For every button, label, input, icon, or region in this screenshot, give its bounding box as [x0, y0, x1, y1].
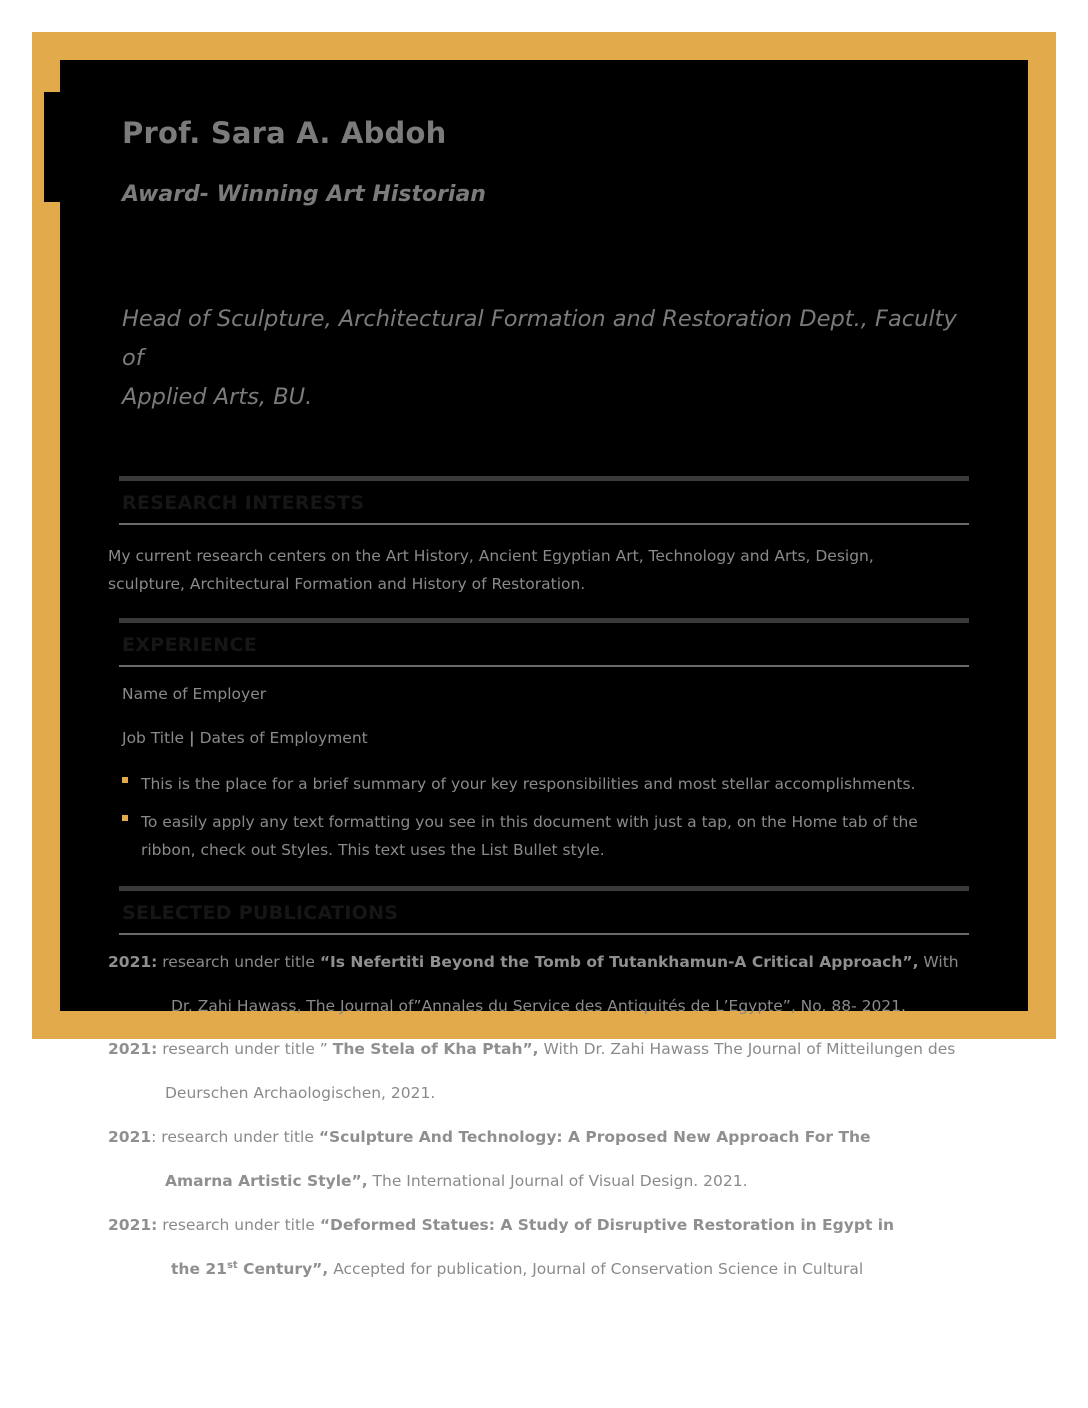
- section-rule-bottom: [119, 933, 969, 935]
- publication-title: The Stela of Kha Ptah”,: [332, 1040, 539, 1058]
- research-line-1: My current research centers on the Art History, Ancient Egyptian Art, Technology and Arts, Design,: [108, 547, 874, 565]
- bullet-text: This is the place for a brief summary of your key responsibilities and most stellar accomplishments.: [141, 775, 916, 793]
- publication-title-cont-a: the 21: [171, 1260, 227, 1279]
- section-title-research: RESEARCH INTERESTS: [122, 492, 365, 514]
- bullet-icon: [122, 777, 128, 783]
- tagline: Award- Winning Art Historian: [122, 182, 486, 207]
- section-rule-top: [119, 618, 969, 623]
- publication-year: 2021:: [108, 1216, 158, 1234]
- publication-cont-text: Accepted for publication, Journal of Conservation Science in Cultural: [328, 1260, 864, 1279]
- publication-continuation: [165, 1172, 748, 1190]
- section-rule-bottom: [119, 665, 969, 667]
- employer-name: Name of Employer: [122, 685, 267, 703]
- section-title-experience: EXPERIENCE: [122, 634, 258, 656]
- publication-lead: research under title: [157, 953, 320, 971]
- publication-title: “Sculpture And Technology: A Proposed New Approach For The: [318, 1128, 871, 1146]
- publication-title: “Deformed Statues: A Study of Disruptive Restoration in Egypt in: [319, 1216, 895, 1234]
- publication-title-cont: Amarna Artistic Style”,: [165, 1172, 368, 1190]
- publication-continuation: Dr. Zahi Hawass, The Journal of”Annales du Service des Antiquités de L’Egypte”, No. 88- 2021.: [171, 997, 906, 1015]
- publication-item: [108, 1040, 988, 1058]
- publication-lead: research under title: [157, 1216, 320, 1234]
- bullet-text: [141, 808, 961, 864]
- employment-dates: Dates of Employment: [199, 729, 368, 747]
- publication-title-cont-b: Century”,: [237, 1260, 329, 1279]
- job-separator: |: [188, 729, 195, 747]
- publication-item: [108, 1128, 988, 1146]
- position-line-1: Head of Sculpture, Architectural Formation and Restoration Dept., Faculty of: [122, 306, 957, 371]
- research-line-2: sculpture, Architectural Formation and History of Restoration.: [108, 575, 586, 593]
- person-name: Prof. Sara A. Abdoh: [122, 116, 447, 150]
- bullet-icon: [122, 815, 128, 821]
- section-rule-top: [119, 886, 969, 891]
- publication-title: “Is Nefertiti Beyond the Tomb of Tutankhamun-A Critical Approach”,: [319, 953, 919, 971]
- publication-cont-text: The International Journal of Visual Design. 2021.: [367, 1172, 748, 1190]
- publication-year: 2021: [108, 1128, 152, 1146]
- publication-tail: With Dr. Zahi Hawass The Journal of Mitteilungen des: [538, 1040, 956, 1058]
- publication-item: [108, 1216, 988, 1234]
- research-text: [108, 542, 988, 598]
- publication-year: 2021:: [108, 953, 158, 971]
- position-line-2: Applied Arts, BU.: [122, 384, 313, 410]
- section-title-publications: SELECTED PUBLICATIONS: [122, 902, 399, 924]
- bullet-line-2: ribbon, check out Styles. This text uses the List Bullet style.: [141, 841, 605, 859]
- superscript: st: [226, 1260, 238, 1271]
- publication-lead: research under title ”: [157, 1040, 333, 1058]
- position-title: [122, 300, 982, 417]
- section-rule-top: [119, 476, 969, 481]
- bullet-line-1: To easily apply any text formatting you see in this document with just a tap, on the Home tab of the: [141, 813, 918, 831]
- job-title: Job Title: [122, 729, 185, 747]
- section-rule-bottom: [119, 523, 969, 525]
- publication-year: 2021:: [108, 1040, 158, 1058]
- job-title-line: [122, 729, 368, 747]
- publication-continuation: Deurschen Archaologischen, 2021.: [165, 1084, 436, 1102]
- publication-item: [108, 953, 988, 971]
- side-tab: [44, 92, 62, 202]
- publication-continuation: [171, 1260, 863, 1278]
- publication-lead: : research under title: [151, 1128, 319, 1146]
- publication-tail: With: [918, 953, 959, 971]
